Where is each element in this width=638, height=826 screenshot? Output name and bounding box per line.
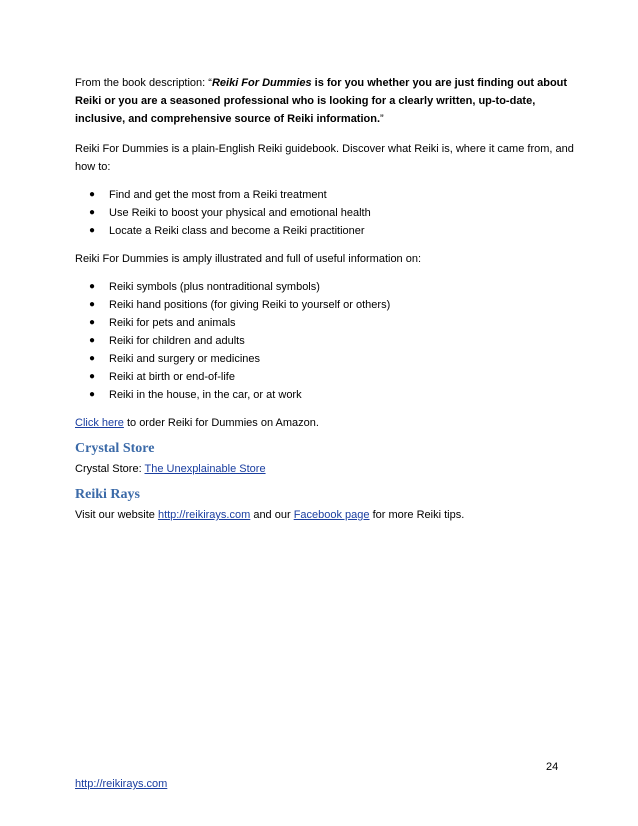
page-content — [75, 74, 575, 524]
illustrated-paragraph: Reiki For Dummies is amply illustrated and full of useful information on: — [75, 253, 422, 265]
list-item: ● Reiki in the house, in the car, or at work — [75, 386, 575, 404]
bullet-icon: ● — [89, 189, 96, 200]
intro-suffix: ” — [380, 113, 384, 125]
bullet-icon: ● — [89, 281, 96, 292]
list-item: ● Find and get the most from a Reiki treatment — [75, 186, 575, 204]
order-text: to order Reiki for Dummies on Amazon. — [123, 417, 319, 429]
website-link[interactable]: http://reikirays.com — [157, 509, 251, 521]
bullet-icon: ● — [89, 317, 96, 328]
bullet-icon: ● — [89, 335, 96, 346]
list-item: ● Reiki for pets and animals — [75, 314, 575, 332]
unexplainable-store-link[interactable]: The Unexplainable Store — [144, 463, 266, 475]
guidebook-paragraph: Reiki For Dummies is a plain-English Reiki guidebook. Discover what Reiki is, where it came from, and how to: — [75, 143, 574, 173]
order-paragraph — [75, 414, 575, 432]
book-title: Reiki For Dummies — [211, 77, 312, 89]
bullet-icon: ● — [89, 353, 96, 364]
info-list — [75, 278, 575, 404]
list-item: ● Reiki hand positions (for giving Reiki to yourself or others) — [75, 296, 575, 314]
list-item: ● Reiki at birth or end-of-life — [75, 368, 575, 386]
intro-quote: is for you whether you are just finding out about Reiki or you are a seasoned professional who is looking for a clearly written, up-to-date, inclusive, and comprehensive source of Reiki information. — [75, 77, 568, 125]
how-to-list — [75, 186, 575, 240]
facebook-page-link[interactable]: Facebook page — [293, 509, 370, 521]
list-item: ● Use Reiki to boost your physical and emotional health — [75, 204, 575, 222]
list-item: ● Locate a Reiki class and become a Reiki practitioner — [75, 222, 575, 240]
list-item: ● Reiki for children and adults — [75, 332, 575, 350]
list-item: ● Reiki symbols (plus nontraditional symbols) — [75, 278, 575, 296]
reiki-rays-heading: Reiki Rays — [75, 487, 140, 502]
bullet-icon: ● — [89, 207, 96, 218]
crystal-store-heading: Crystal Store — [75, 441, 155, 456]
bullet-icon: ● — [89, 389, 96, 400]
intro-prefix: From the book description: “ — [75, 77, 212, 89]
crystal-store-label: Crystal Store: — [75, 463, 145, 475]
footer-url-link[interactable]: http://reikirays.com — [75, 778, 168, 790]
list-item: ● Reiki and surgery or medicines — [75, 350, 575, 368]
page-number: 24 — [546, 761, 559, 773]
book-description-paragraph — [75, 74, 575, 128]
crystal-store-paragraph — [75, 460, 575, 478]
reiki-rays-paragraph: Visit our website http://reikirays.com and our Facebook page for more Reiki tips. — [75, 509, 465, 521]
bullet-icon: ● — [89, 299, 96, 310]
click-here-link[interactable]: Click here — [75, 417, 124, 429]
bullet-icon: ● — [89, 225, 96, 236]
bullet-icon: ● — [89, 371, 96, 382]
